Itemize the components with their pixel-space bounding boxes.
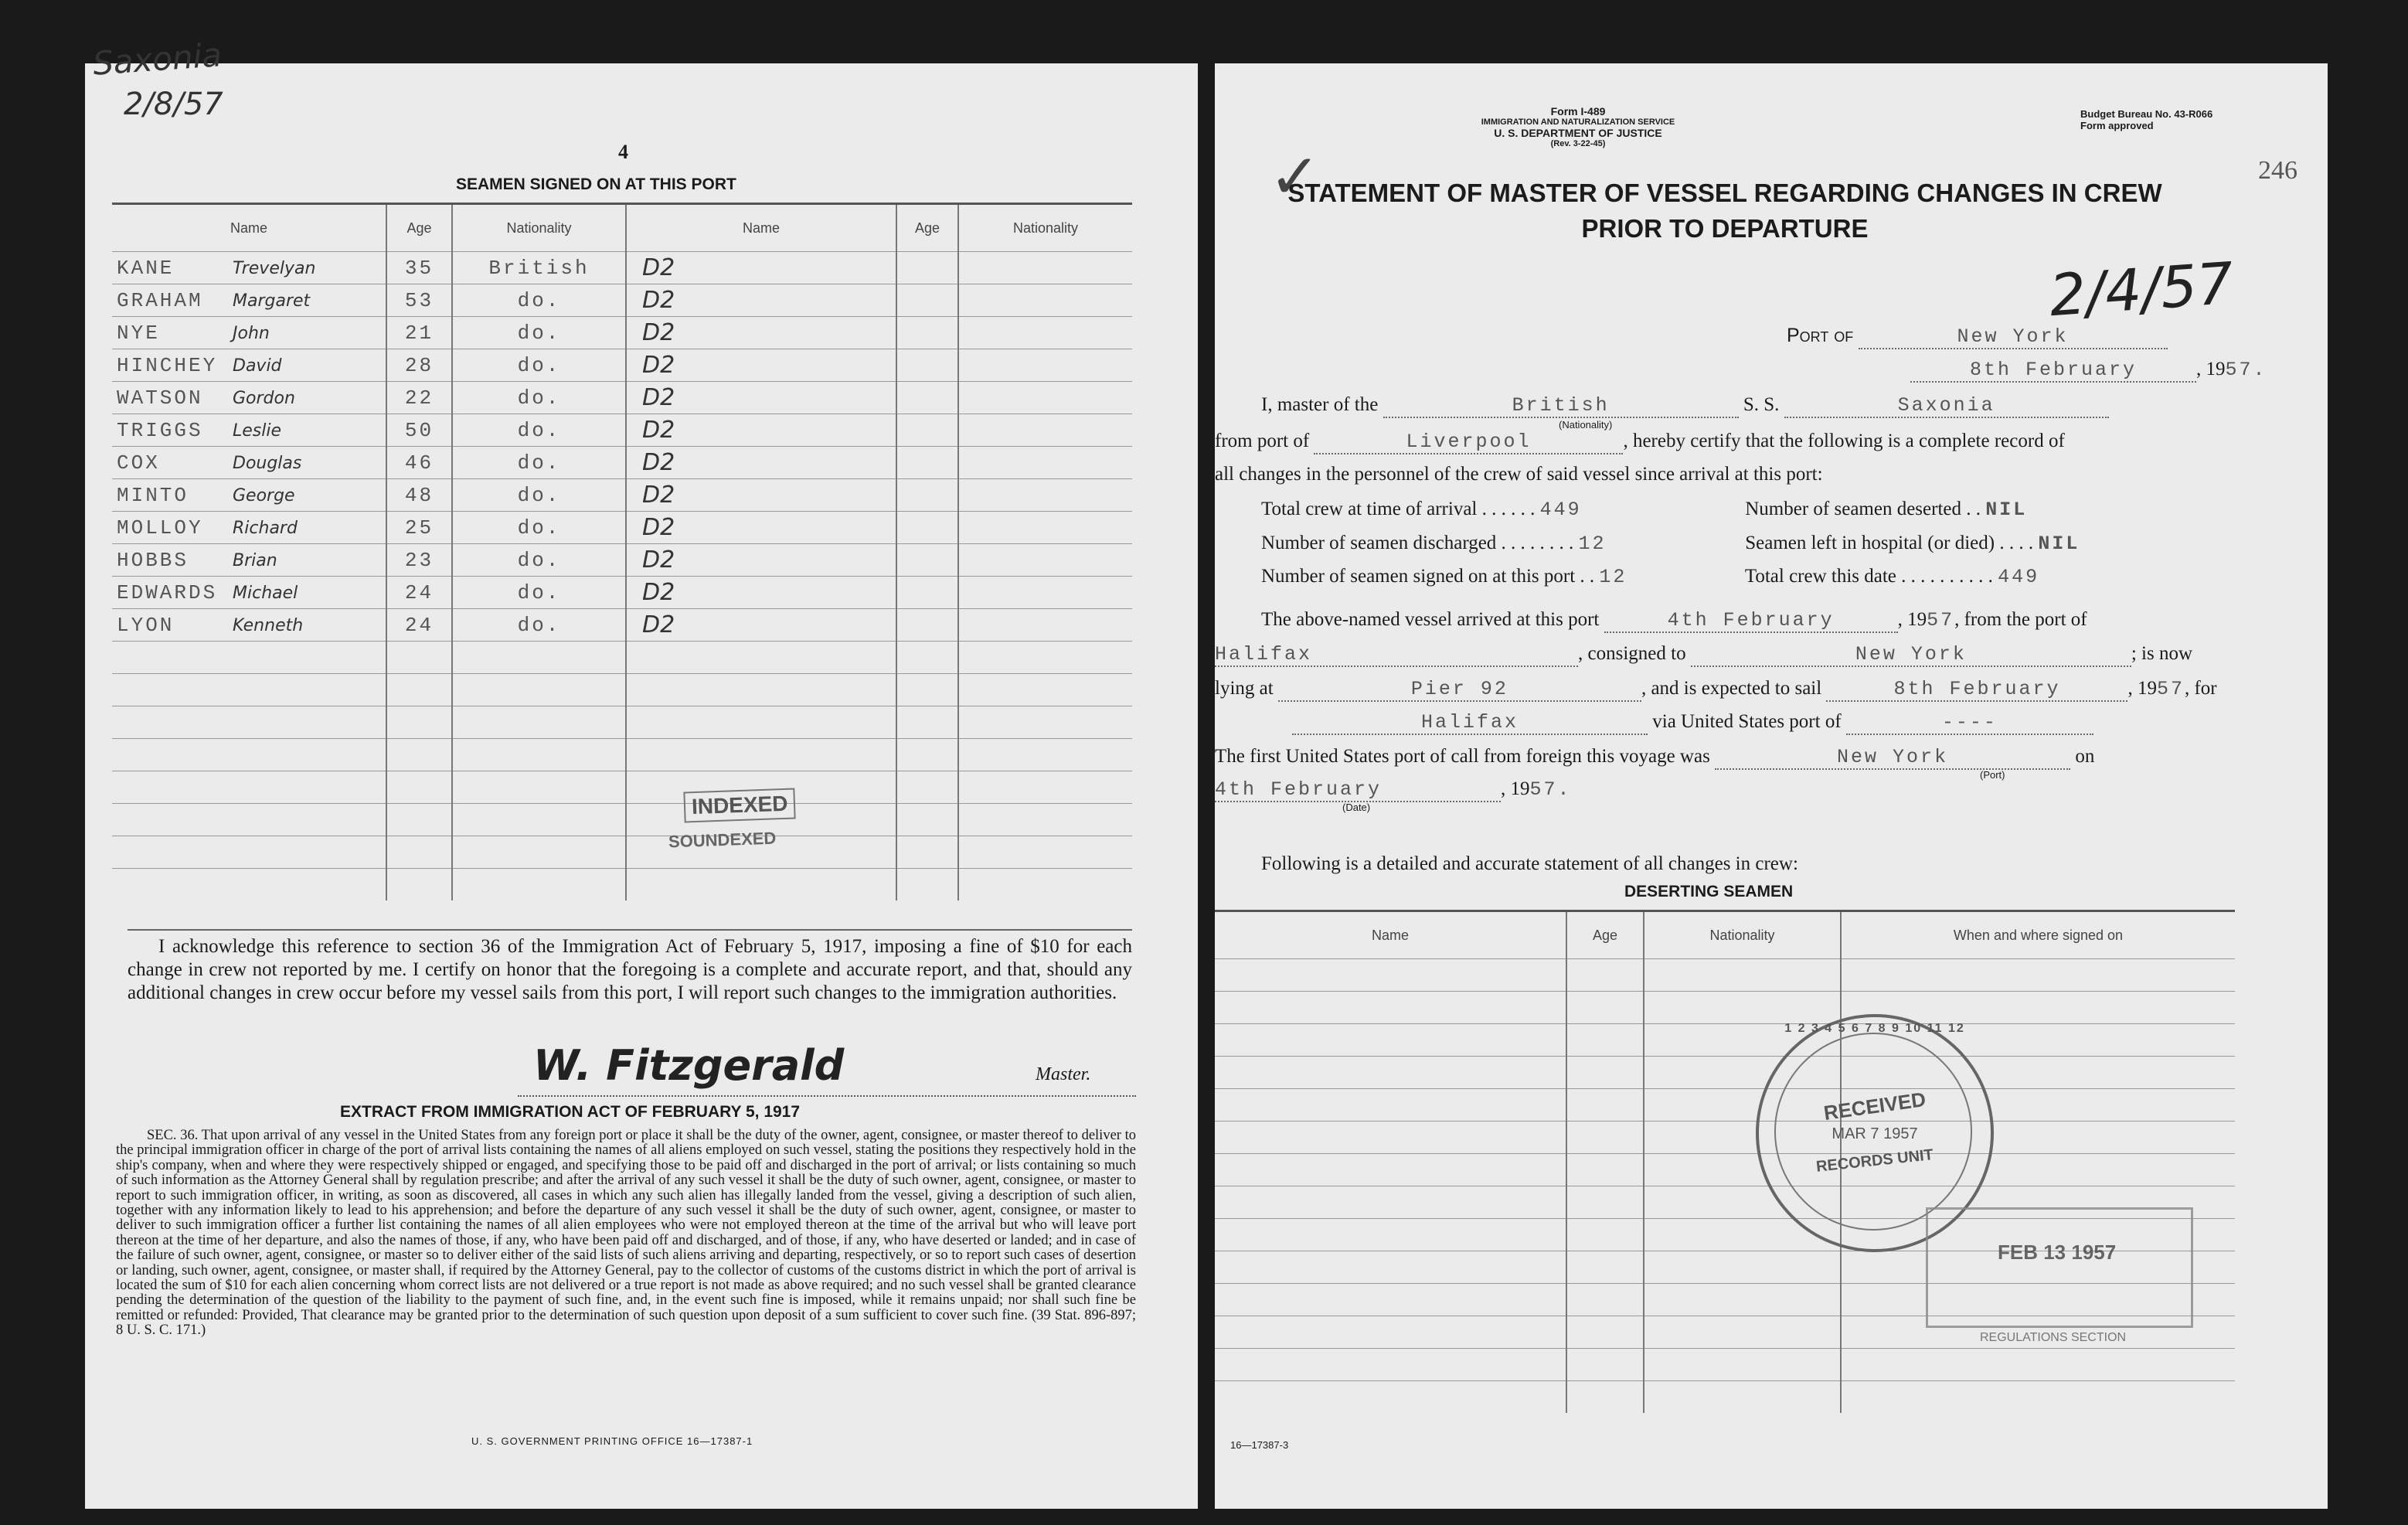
master-row — [1261, 394, 2328, 418]
discharge-mark: D2 — [626, 544, 896, 577]
empty-cell — [112, 836, 386, 869]
corner-note: Saxonia — [91, 36, 223, 83]
agency-line-1: IMMIGRATION AND NATURALIZATION SERVICE — [1481, 117, 1675, 127]
total-crew-label: Total crew at time of arrival — [1261, 499, 1478, 519]
hospital-value: NIL — [2038, 533, 2080, 555]
empty-cell — [1644, 1251, 1841, 1284]
seaman-age: 35 — [386, 252, 452, 284]
empty-cell — [1566, 1284, 1644, 1316]
empty-cell — [1566, 1154, 1644, 1186]
table-row — [112, 414, 1132, 447]
seaman-given-name: Richard — [233, 519, 298, 538]
table-row — [112, 544, 1132, 577]
discharge-mark: D2 — [626, 317, 896, 349]
table-row — [112, 512, 1132, 544]
via-label: via United States port of — [1652, 711, 1842, 732]
port-label: Port of — [1787, 325, 1854, 346]
title-line-2: PRIOR TO DEPARTURE — [1581, 214, 1869, 243]
empty-cell — [1841, 1349, 2235, 1381]
port-row — [1787, 325, 2328, 349]
arrived-row: The above-named vessel arrived at this port 4th February , 1957, from the port of — [1261, 609, 2087, 631]
empty-cell — [112, 804, 386, 836]
seaman-nationality: do. — [452, 577, 626, 609]
seaman-nationality: British — [452, 252, 626, 284]
empty-cell — [1566, 1219, 1644, 1251]
deserted-value: NIL — [1985, 499, 2028, 521]
seaman-given-name: John — [233, 324, 270, 343]
table-row — [1215, 1381, 2235, 1414]
table-row — [1215, 1154, 2235, 1186]
lying-value: Pier 92 — [1278, 678, 1641, 702]
discharge-mark: D2 — [626, 577, 896, 609]
page-number: 4 — [618, 141, 628, 163]
empty-cell — [1644, 1316, 1841, 1349]
empty-cell — [1215, 1089, 1566, 1122]
empty-cell — [1215, 1186, 1566, 1219]
seaman-name — [112, 414, 386, 447]
seamen-signed-title: SEAMEN SIGNED ON AT THIS PORT — [456, 175, 736, 193]
table-row — [112, 479, 1132, 512]
empty-cell — [112, 739, 386, 771]
right-page — [1215, 63, 2328, 1509]
seaman-given-name: Leslie — [233, 421, 282, 441]
seaman-name — [112, 447, 386, 479]
table-row — [112, 382, 1132, 414]
stamp-date: MAR 7 1957 — [1832, 1125, 1918, 1142]
seaman-nationality: do. — [452, 382, 626, 414]
seaman-surname: MINTO — [117, 484, 189, 507]
first-port-value: New York — [1715, 746, 2070, 770]
empty-cell — [1215, 1284, 1566, 1316]
seaman-name — [112, 544, 386, 577]
regulations-stamp — [1926, 1207, 2193, 1328]
year-prefix: , 19 — [2196, 359, 2226, 380]
stamp2-date: FEB 13 1957 — [1998, 1241, 2117, 1264]
seaman-name — [112, 317, 386, 349]
empty-cell — [1215, 959, 1566, 992]
table-row — [1215, 1057, 2235, 1089]
seaman-age: 53 — [386, 284, 452, 317]
form-header — [1462, 106, 1694, 149]
lying-label: lying at — [1215, 678, 1274, 699]
empty-cell — [1215, 1349, 1566, 1381]
seaman-given-name: Michael — [233, 584, 298, 603]
seaman-age: 23 — [386, 544, 452, 577]
first-port-label: The first United States port of call from foreign this voyage was — [1215, 746, 1710, 767]
seaman-surname: KANE — [117, 257, 175, 280]
discharged-label: Number of seamen discharged — [1261, 533, 1497, 553]
via-value: ---- — [1846, 711, 2093, 735]
seaman-nationality: do. — [452, 317, 626, 349]
seaman-surname: HOBBS — [117, 549, 189, 572]
from-port-label: from port of — [1215, 431, 1310, 451]
nationality-caption: (Nationality) — [1559, 419, 1613, 431]
empty-cell — [112, 706, 386, 739]
table-row — [1215, 959, 2235, 992]
lying-row: lying at Pier 92 , and is expected to sail 8th February , 1957, for — [1215, 678, 2217, 700]
empty-cell — [1215, 1024, 1566, 1057]
empty-cell — [1566, 992, 1644, 1024]
footer-code: 16—17387-3 — [1230, 1439, 1289, 1451]
discharge-mark: D2 — [626, 512, 896, 544]
empty-cell — [1215, 1122, 1566, 1154]
soundexed-stamp: SOUNDEXED — [668, 828, 777, 852]
changes-text: all changes in the personnel of the crew of said vessel since arrival at this port: — [1215, 464, 1823, 485]
discharge-mark: D2 — [626, 479, 896, 512]
arrived-year: 57 — [1927, 609, 1955, 631]
empty-cell — [1644, 959, 1841, 992]
dcol-signed-on: When and where signed on — [1841, 911, 2235, 959]
empty-cell — [1644, 1381, 1841, 1414]
first-year: 57. — [1529, 778, 1572, 801]
nationality-value: British — [1383, 394, 1739, 418]
seaman-surname: COX — [117, 451, 160, 475]
consigned-row — [1215, 643, 2328, 667]
empty-cell — [1566, 1089, 1644, 1122]
seaman-nationality: do. — [452, 447, 626, 479]
col-nationality: Nationality — [452, 204, 626, 252]
seaman-surname: WATSON — [117, 386, 203, 410]
empty-cell — [1215, 1219, 1566, 1251]
master-of-label: I, master of the — [1261, 394, 1379, 415]
total-crew-value: 449 — [1539, 499, 1582, 521]
port-value: New York — [1859, 325, 2168, 349]
table-row — [112, 284, 1132, 317]
table-row — [1215, 1122, 2235, 1154]
seaman-surname: EDWARDS — [117, 581, 218, 604]
year-value: 57. — [2225, 359, 2267, 381]
seaman-given-name: Brian — [233, 551, 277, 570]
signed-on-label: Number of seamen signed on at this port — [1261, 566, 1576, 587]
revision: (Rev. 3-22-45) — [1550, 139, 1606, 148]
seaman-name — [112, 382, 386, 414]
empty-cell — [1215, 992, 1566, 1024]
crew-stats-row-2: Number of seamen discharged . . . . . . . . 12 Seamen left in hospital (or died) . . . . NIL — [1261, 533, 2080, 555]
empty-cell — [1566, 1381, 1644, 1414]
seaman-given-name: Douglas — [233, 454, 302, 473]
empty-cell — [1566, 1316, 1644, 1349]
discharge-mark: D2 — [626, 252, 896, 284]
seaman-surname: GRAHAM — [117, 289, 203, 312]
seaman-given-name: Gordon — [233, 389, 295, 408]
seaman-surname: TRIGGS — [117, 419, 203, 442]
sail-year: 57 — [2156, 678, 2185, 700]
discharge-mark: D2 — [626, 414, 896, 447]
budget-note — [2080, 108, 2212, 131]
stamp2-section: REGULATIONS SECTION — [1980, 1331, 2127, 1344]
seaman-age: 25 — [386, 512, 452, 544]
check-mark: ✓ — [1269, 141, 1321, 213]
table-row — [112, 447, 1132, 479]
seaman-name — [112, 349, 386, 382]
empty-cell — [1566, 1057, 1644, 1089]
discharge-mark: D2 — [626, 349, 896, 382]
extract-text: SEC. 36. That upon arrival of any vessel in the United States from any foreign port or place it shall be the duty of the owner, agent, consignee, or master thereof to deliver to the principal immigration officer in charge of the port of arrival lists containing the names of all aliens employed on such vessel, stating the positions they respectively hold in the ship's company, when and where they were respectively shipped or engaged, and specifying those to be paid off and discharged in the port of arrival; or lists containing so much of such information as the Attorney General shall by regulation prescribe; and after the arrival of any such vessel it shall be the duty of such owner, agent, consignee, or master to report to such immigration officer, in writing, as soon as discovered, all cases in which any such alien has illegally landed from the vessel, giving a description of such alien, together with any information likely to lead to his apprehension; and before the departure of any such vessel it shall be the duty of such owner, agent, consignee, or master to deliver to such immigration officer a further list containing the names of all alien employees who were not employed thereon at the time of the arrival but who will leave port thereon at the time of her departure, and also the names of those, if any, who have been paid off and discharged, and of those, if any, who have deserted or landed; and in case of the failure of such owner, agent, consignee, or master so to deliver either of the said lists of such aliens arriving and departing, respectively, or so to report such cases of desertion or landing, such owner, agent, consignee, or master shall, if required by the Attorney General, pay to the collector of customs of the customs district in which the port of arrival is located the sum of $10 for each alien concerning whom correct lists are not delivered or a true report is not made as above required; and no such vessel shall be granted clearance pending the determination of the question of the liability to the payment of such fine, and, in the event such fine is imposed, while it remains unpaid; nor shall such fine be remitted or refunded: Provided, That clearance may be granted prior to the determination of such question upon deposit of a sum sufficient to cover such fine. (39 Stat. 896-897; 8 U. S. C. 171.) — [116, 1128, 1136, 1339]
stamp-unit: RECORDS UNIT — [1815, 1146, 1934, 1176]
arrived-value: 4th February — [1604, 609, 1898, 633]
empty-cell — [1566, 1349, 1644, 1381]
empty-cell — [112, 674, 386, 706]
table-row — [112, 804, 1132, 836]
table-row — [1215, 1349, 2235, 1381]
discharge-mark: D2 — [626, 447, 896, 479]
table-row — [112, 642, 1132, 674]
col-name: Name — [230, 220, 267, 236]
seaman-nationality: do. — [452, 414, 626, 447]
printing-office: U. S. GOVERNMENT PRINTING OFFICE 16—17387-1 — [471, 1435, 753, 1447]
seaman-age: 24 — [386, 609, 452, 642]
seaman-age: 22 — [386, 382, 452, 414]
from-port-row — [1215, 431, 2328, 454]
seaman-age: 48 — [386, 479, 452, 512]
consigned-value: New York — [1691, 643, 2131, 667]
total-today-label: Total crew this date — [1744, 566, 1896, 587]
empty-cell — [1215, 1381, 1566, 1414]
seaman-name — [112, 577, 386, 609]
crew-stats-row-3: Number of seamen signed on at this port . . 12 Total crew this date . . . . . . . . . . 449 — [1261, 566, 2040, 588]
deserted-label: Number of seamen deserted — [1745, 499, 1961, 519]
discharge-mark: D2 — [626, 382, 896, 414]
table-row — [112, 771, 1132, 804]
ss-label: S. S. — [1743, 394, 1780, 415]
from-port-value: Liverpool — [1314, 431, 1623, 454]
sail-value: 8th February — [1826, 678, 2127, 702]
destination-value: Halifax — [1292, 711, 1648, 735]
seaman-nationality: do. — [452, 609, 626, 642]
extract-title: EXTRACT FROM IMMIGRATION ACT OF FEBRUARY 5, 1917 — [340, 1103, 801, 1121]
seamen-table — [112, 203, 1132, 900]
table-row — [112, 577, 1132, 609]
master-label: Master. — [1036, 1064, 1091, 1084]
empty-cell — [1841, 959, 2235, 992]
master-signature: W. Fitzgerald — [533, 1041, 845, 1090]
dcol-age: Age — [1566, 911, 1644, 959]
empty-cell — [1644, 1349, 1841, 1381]
from-port-of-label: , from the port of — [1954, 609, 2087, 630]
hospital-label: Seamen left in hospital (or died) — [1745, 533, 1995, 553]
seaman-age: 21 — [386, 317, 452, 349]
table-row — [112, 349, 1132, 382]
seaman-surname: HINCHEY — [117, 354, 218, 377]
empty-cell — [1215, 1154, 1566, 1186]
dcol-name: Name — [1371, 927, 1409, 943]
left-page — [85, 36, 1198, 1509]
prev-port-value: Halifax — [1215, 643, 1578, 667]
col-age: Age — [386, 204, 452, 252]
seaman-nationality: do. — [452, 479, 626, 512]
empty-cell — [1644, 992, 1841, 1024]
seaman-surname: MOLLOY — [117, 516, 203, 540]
for-label: , for — [2184, 678, 2217, 699]
seaman-nationality: do. — [452, 284, 626, 317]
stamp-received: RECEIVED — [1822, 1087, 1927, 1125]
empty-cell — [1644, 1284, 1841, 1316]
table-row — [112, 869, 1132, 901]
acknowledgement-text: I acknowledge this reference to section 36 of the Immigration Act of February 5, 1917, imposing a fine of $10 for each change in crew not reported by me. I certify on honor that the foregoing is a complete and accurate report, and that, should any additional changes in crew occur before my vessel sails from this port, I will report such changes to the immigration authorities. — [128, 929, 1132, 1005]
seaman-surname: LYON — [117, 614, 175, 637]
seaman-name — [112, 512, 386, 544]
table-row — [1215, 992, 2235, 1024]
ship-value: Saxonia — [1784, 394, 2109, 418]
table-row — [112, 836, 1132, 869]
table-row — [1215, 1024, 2235, 1057]
stamp-ring-numbers: 1 2 3 4 5 6 7 8 9 10 11 12 — [1784, 1022, 1965, 1035]
seaman-age: 24 — [386, 577, 452, 609]
discharged-value: 12 — [1578, 533, 1607, 555]
table-row — [112, 252, 1132, 284]
dcol-nationality: Nationality — [1644, 911, 1841, 959]
empty-cell — [1566, 1251, 1644, 1284]
title-line-1: STATEMENT OF MASTER OF VESSEL REGARDING CHANGES IN CREW — [1287, 179, 2162, 207]
following-text: Following is a detailed and accurate statement of all changes in crew: — [1261, 853, 1798, 874]
date-value: 8th February — [1910, 359, 2196, 383]
seaman-age: 28 — [386, 349, 452, 382]
seaman-given-name: Kenneth — [233, 616, 304, 635]
table-row — [112, 739, 1132, 771]
corner-date: 2/8/57 — [124, 87, 223, 122]
crew-stats-row-1: Total crew at time of arrival . . . . . . 449 Number of seamen deserted . . NIL — [1261, 499, 2028, 521]
empty-cell — [112, 869, 386, 901]
seaman-name — [112, 479, 386, 512]
col-age-2: Age — [896, 204, 958, 252]
budget-line-1: Budget Bureau No. 43-R066 — [2080, 108, 2213, 120]
first-date-value: 4th February — [1215, 778, 1501, 802]
empty-cell — [112, 771, 386, 804]
col-name-2: Name — [626, 204, 896, 252]
expected-label: , and is expected to sail — [1641, 678, 1822, 699]
budget-line-2: Form approved — [2080, 120, 2154, 131]
handwritten-date: 2/4/57 — [2047, 250, 2236, 330]
table-row — [112, 317, 1132, 349]
seaman-age: 50 — [386, 414, 452, 447]
table-row — [112, 674, 1132, 706]
empty-cell — [1566, 959, 1644, 992]
arrived-label: The above-named vessel arrived at this port — [1261, 609, 1600, 630]
signature-line — [518, 1095, 1136, 1097]
seaman-name — [112, 284, 386, 317]
empty-cell — [1841, 1381, 2235, 1414]
table-row — [112, 706, 1132, 739]
empty-cell — [1215, 1316, 1566, 1349]
empty-cell — [1566, 1186, 1644, 1219]
table-row — [1215, 1089, 2235, 1122]
port-caption: (Port) — [1980, 769, 2005, 781]
seaman-name — [112, 252, 386, 284]
page-ref: 246 — [2258, 156, 2297, 185]
first-port-row — [1215, 746, 2328, 770]
empty-cell — [1566, 1122, 1644, 1154]
certify-text: , hereby certify that the following is a complete record of — [1623, 431, 2065, 451]
empty-cell — [1215, 1057, 1566, 1089]
seaman-given-name: George — [233, 486, 295, 505]
date-caption: (Date) — [1342, 802, 1371, 813]
seaman-given-name: Trevelyan — [233, 259, 316, 278]
on-label: on — [2075, 746, 2095, 767]
form-number: Form I-489 — [1550, 105, 1606, 117]
indexed-stamp: INDEXED — [683, 788, 796, 822]
discharge-mark: D2 — [626, 609, 896, 642]
is-now-label: ; is now — [2131, 643, 2193, 664]
seaman-given-name: David — [233, 356, 282, 376]
seaman-nationality: do. — [452, 544, 626, 577]
empty-cell — [112, 642, 386, 674]
discharge-mark: D2 — [626, 284, 896, 317]
empty-cell — [1566, 1024, 1644, 1057]
seaman-nationality: do. — [452, 349, 626, 382]
seaman-age: 46 — [386, 447, 452, 479]
date-row — [1910, 359, 2328, 383]
first-date-row: 4th February , 1957. — [1215, 778, 1572, 801]
seaman-name — [112, 609, 386, 642]
deserting-title: DESERTING SEAMEN — [1624, 883, 1794, 900]
total-today-value: 449 — [1998, 566, 2040, 588]
agency-line-2: U. S. DEPARTMENT OF JUSTICE — [1494, 127, 1662, 139]
seaman-given-name: Margaret — [233, 291, 311, 311]
signed-on-value: 12 — [1599, 566, 1627, 588]
destination-row — [1292, 711, 2328, 735]
seaman-surname: NYE — [117, 322, 160, 345]
statement-title — [1215, 175, 2235, 247]
seaman-nationality: do. — [452, 512, 626, 544]
col-nationality-2: Nationality — [958, 204, 1132, 252]
empty-cell — [1215, 1251, 1566, 1284]
table-row — [112, 609, 1132, 642]
consigned-label: , consigned to — [1578, 643, 1686, 664]
